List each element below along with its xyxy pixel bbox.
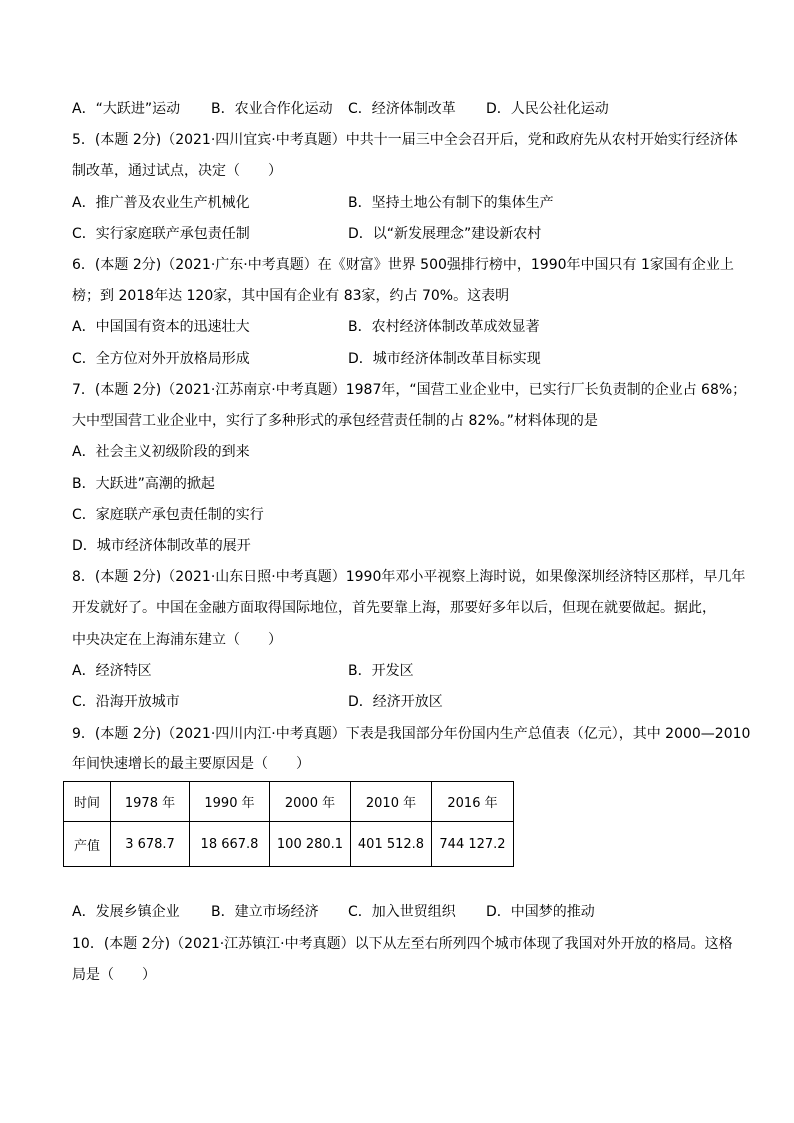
q4-option-a[interactable]: A．“大跃进”运动 [72, 101, 181, 117]
q9-stem-line-1: 9．(本题 2分)（2021·四川内江·中考真题）下表是我国部分年份国内生产总值表（亿元），其中 2000—2010 [72, 726, 751, 742]
q5-option-b[interactable]: B．坚持土地公有制下的集体生产 [348, 195, 554, 211]
q7-option-a[interactable]: A．社会主义初级阶段的到来 [72, 444, 250, 460]
q9-option-b[interactable]: B．建立市场经济 [211, 904, 319, 920]
q8-stem-line-3: 中央决定在上海浦东建立（ ） [72, 632, 282, 648]
q10-stem-line-2: 局是（ ） [72, 967, 156, 983]
q8-option-a[interactable]: A．经济特区 [72, 663, 152, 679]
q9-stem-line-2: 年间快速增长的最主要原因是（ ） [72, 756, 310, 772]
q7-stem-line-2: 大中型国营工业企业中，实行了多种形式的承包经营责任制的占 82%。”材料体现的是 [72, 413, 598, 429]
q5-stem-line-1: 5．(本题 2分)（2021·四川宜宾·中考真题）中共十一届三中全会召开后，党和政府先从农村开始实行经济体 [72, 132, 738, 148]
q8-option-c[interactable]: C．沿海开放城市 [72, 694, 180, 710]
q8-stem-line-2: 开发就好了。中国在金融方面取得国际地位，首先要靠上海，那要好多年以后，但现在就要做起。据此， [72, 600, 716, 616]
q10-stem-line-1: 10．(本题 2分)（2021·江苏镇江·中考真题）以下从左至右所列四个城市体现了我国对外开放的格局。这格 [72, 936, 733, 952]
q7-option-b[interactable]: B．大跃进”高潮的掀起 [72, 476, 215, 492]
table-header-cell: 2000 年 [270, 782, 351, 822]
table-cell: 401 512.8 [351, 822, 432, 867]
q6-stem-line-1: 6．(本题 2分)（2021·广东·中考真题）在《财富》世界 500强排行榜中，1990年中国只有 1家国有企业上 [72, 257, 734, 273]
q6-option-c[interactable]: C．全方位对外开放格局形成 [72, 351, 250, 367]
q5-stem-line-2: 制改革，通过试点，决定（ ） [72, 163, 282, 179]
q9-option-a[interactable]: A．发展乡镇企业 [72, 904, 180, 920]
table-cell: 3 678.7 [111, 822, 190, 867]
table-header-cell: 2010 年 [351, 782, 432, 822]
table-header-cell: 1990 年 [190, 782, 270, 822]
table-header-row [64, 782, 514, 822]
q9-option-c[interactable]: C．加入世贸组织 [348, 904, 456, 920]
q6-stem-line-2: 榜；到 2018年达 120家，其中国有企业有 83家，约占 70%。这表明 [72, 288, 510, 304]
table-row [64, 822, 514, 867]
table-cell: 18 667.8 [190, 822, 270, 867]
q5-option-d[interactable]: D．以“新发展理念”建设新农村 [348, 226, 542, 242]
table-cell: 产值 [64, 822, 111, 867]
q4-option-c[interactable]: C．经济体制改革 [348, 101, 456, 117]
table-header-cell: 2016 年 [432, 782, 514, 822]
q7-option-c[interactable]: C．家庭联产承包责任制的实行 [72, 507, 264, 523]
q8-option-b[interactable]: B．开发区 [348, 663, 414, 679]
q8-stem-line-1: 8．(本题 2分)（2021·山东日照·中考真题）1990年邓小平视察上海时说，如果像深圳经济特区那样，早几年 [72, 569, 746, 585]
table-header-cell: 1978 年 [111, 782, 190, 822]
q7-option-d[interactable]: D．城市经济体制改革的展开 [72, 538, 251, 554]
gdp-table [63, 781, 514, 867]
table-header-cell: 时间 [64, 782, 111, 822]
q4-option-d[interactable]: D．人民公社化运动 [486, 101, 609, 117]
q5-option-c[interactable]: C．实行家庭联产承包责任制 [72, 226, 250, 242]
q4-option-b[interactable]: B．农业合作化运动 [211, 101, 333, 117]
q9-option-d[interactable]: D．中国梦的推动 [486, 904, 595, 920]
q7-stem-line-1: 7．(本题 2分)（2021·江苏南京·中考真题）1987年，“国营工业企业中，已实行厂长负责制的企业占 68%； [72, 382, 747, 398]
q6-option-a[interactable]: A．中国国有资本的迅速壮大 [72, 319, 250, 335]
table-cell: 100 280.1 [270, 822, 351, 867]
q5-option-a[interactable]: A．推广普及农业生产机械化 [72, 195, 250, 211]
q6-option-d[interactable]: D．城市经济体制改革目标实现 [348, 351, 541, 367]
table-cell: 744 127.2 [432, 822, 514, 867]
q8-option-d[interactable]: D．经济开放区 [348, 694, 443, 710]
q6-option-b[interactable]: B．农村经济体制改革成效显著 [348, 319, 540, 335]
